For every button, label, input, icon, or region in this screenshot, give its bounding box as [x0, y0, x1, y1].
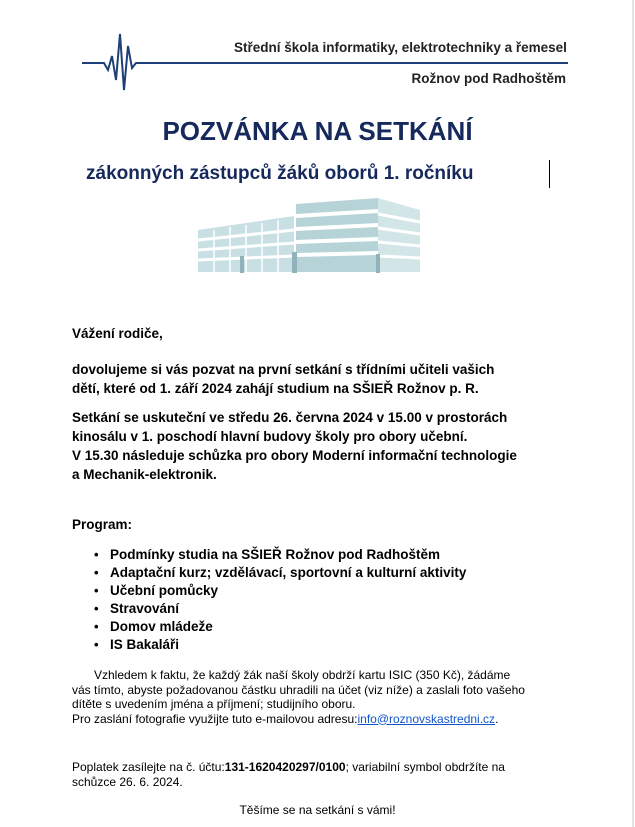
list-item: • Stravování [72, 600, 466, 618]
heartbeat-line-logo [82, 28, 568, 98]
meeting-line-1: Setkání se uskuteční ve středu 26. června 2024 v 15.00 v prostorách [72, 410, 508, 425]
greeting: Vážení rodiče, [72, 326, 163, 341]
invitation-line-1: dovolujeme si vás pozvat na první setkání s třídními učiteli vašich [72, 362, 495, 377]
list-item: • IS Bakaláři [72, 636, 466, 654]
meeting-line-3: V 15.30 následuje schůzka pro obory Moderní informační technologie [72, 448, 517, 463]
list-item: • Učební pomůcky [72, 582, 466, 600]
program-label: Program: [72, 517, 133, 532]
meeting-line-4: a Mechanik-elektronik. [72, 467, 217, 482]
list-item: • Adaptační kurz; vzdělávací, sportovní a kulturní aktivity [72, 564, 466, 582]
school-name: Střední škola informatiky, elektrotechniky a řemesel [234, 40, 567, 55]
page-title: POZVÁNKA NA SETKÁNÍ [162, 116, 473, 146]
invitation-paragraph [72, 360, 494, 398]
page-edge [632, 0, 634, 827]
isic-line-3: dítěte s uvedením jména a příjmení; studijního oboru. [72, 697, 356, 711]
text-cursor [549, 160, 550, 188]
isic-line-1: Vzhledem k faktu, že každý žák naší školy obdrží kartu ISIC (350 Kč), žádáme [94, 668, 511, 682]
school-building-icon [196, 196, 422, 276]
meeting-line-2: kinosálu v 1. poschodí hlavní budovy školy pro obory učební. [72, 429, 468, 444]
isic-line-2: vás tímto, abyste požadovanou částku uhradili na účet (viz níže) a zaslali foto vašeho [72, 682, 525, 697]
list-item: • Domov mládeže [72, 618, 466, 636]
email-link[interactable]: info@roznovskastredni.cz [357, 711, 496, 726]
invitation-line-2: dětí, které od 1. září 2024 zahájí studium na SŠIEŘ Rožnov p. R. [72, 381, 479, 396]
meeting-details-paragraph [72, 408, 517, 484]
fee-line-2: schůzce 26. 6. 2024. [72, 774, 183, 789]
isic-paragraph [72, 668, 562, 726]
fee-paragraph [72, 760, 562, 789]
list-item: • Podmínky studia na SŠIEŘ Rožnov pod Radhoštěm [72, 546, 466, 564]
closing-line: Těšíme se na setkání s vámi! [239, 803, 396, 817]
letterhead [82, 28, 568, 98]
fee-prefix: Poplatek zasílejte na č. účtu: [72, 760, 225, 774]
page-subtitle: zákonných zástupců žáků oborů 1. ročníku [86, 163, 474, 184]
fee-suffix: ; variabilní symbol obdržíte na [345, 760, 505, 774]
email-suffix: . [495, 711, 499, 726]
email-prompt: Pro zaslání fotografie využijte tuto e-mailovou adresu: [72, 711, 358, 726]
bank-account-number: 131-1620420297/0100 [224, 760, 346, 774]
program-list [72, 546, 466, 654]
school-city: Rožnov pod Radhoštěm [411, 71, 566, 86]
